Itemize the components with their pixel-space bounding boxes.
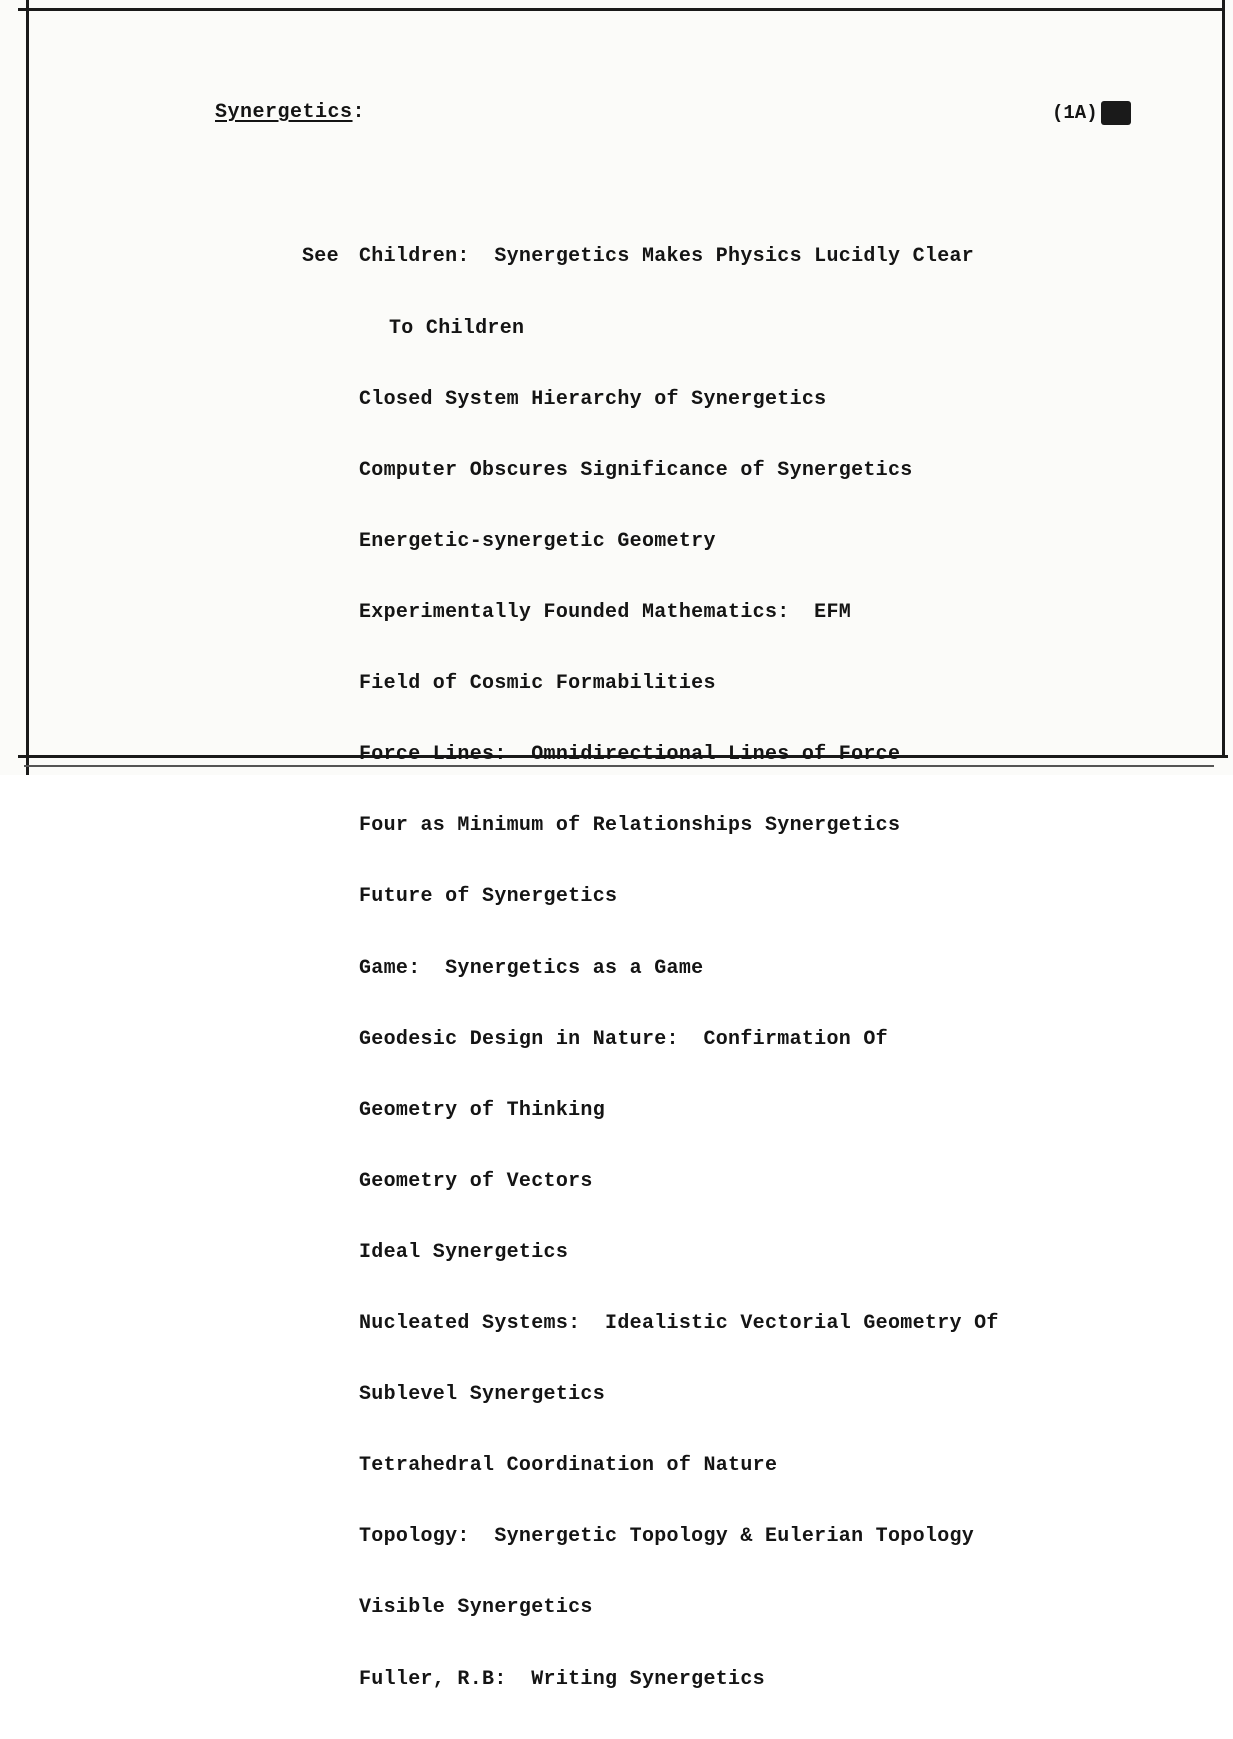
list-item: [302, 1525, 1202, 1549]
entry-text: Future of Synergetics: [359, 885, 618, 909]
entry-text: Closed System Hierarchy of Synergetics: [359, 387, 827, 411]
entry-text: Geometry of Vectors: [359, 1169, 593, 1193]
entry-text: Geometry of Thinking: [359, 1098, 606, 1122]
list-item: [302, 1312, 1202, 1336]
see-prefix: See: [302, 245, 339, 269]
entry-text: Sublevel Synergetics: [359, 1383, 606, 1407]
list-item: [302, 388, 1202, 412]
entry-text: Tetrahedral Coordination of Nature: [359, 1454, 778, 1478]
list-item: [302, 1454, 1202, 1478]
list-item: [302, 1099, 1202, 1123]
entry-text: To Children: [389, 316, 525, 340]
list-item: [302, 1170, 1202, 1194]
list-item: [302, 1028, 1202, 1052]
card-top-border: [18, 8, 1222, 11]
see-also-list: [302, 198, 1202, 1739]
list-item: [302, 245, 1202, 269]
list-item: [302, 1241, 1202, 1265]
list-item: [302, 530, 1202, 554]
list-item: [302, 957, 1202, 981]
heading-title: Synergetics: [215, 101, 353, 124]
redaction-mark: [1101, 101, 1131, 125]
heading-colon: :: [352, 101, 366, 124]
entry-text: Topology: Synergetic Topology & Eulerian Topology: [359, 1525, 975, 1549]
entry-text: Energetic-synergetic Geometry: [359, 529, 716, 553]
list-item: [302, 601, 1202, 625]
entry-text: Visible Synergetics: [359, 1596, 593, 1620]
entry-text: Four as Minimum of Relationships Synergetics: [359, 814, 901, 838]
list-item: [302, 672, 1202, 696]
list-item: [302, 1383, 1202, 1407]
entry-text: Geodesic Design in Nature: Confirmation Of: [359, 1027, 888, 1051]
entry-text: Children: Synergetics Makes Physics Lucidly Clear: [359, 245, 975, 269]
entry-text: Ideal Synergetics: [359, 1240, 569, 1264]
list-item: [302, 885, 1202, 909]
card-id-label: [1052, 101, 1131, 125]
entry-text: Experimentally Founded Mathematics: EFM: [359, 600, 852, 624]
list-item: [302, 814, 1202, 838]
card-heading: [215, 101, 365, 124]
list-item: [302, 1668, 1202, 1692]
entry-text: Fuller, R.B: Writing Synergetics: [359, 1667, 765, 1691]
entry-text: Nucleated Systems: Idealistic Vectorial Geometry Of: [359, 1312, 999, 1336]
entry-text: Field of Cosmic Formabilities: [359, 672, 716, 696]
list-item: [302, 743, 1202, 767]
entry-text: Force Lines: Omnidirectional Lines of Force: [359, 743, 901, 767]
entry-text: Game: Synergetics as a Game: [359, 956, 704, 980]
list-item-continuation: [302, 317, 1202, 341]
entry-text: Computer Obscures Significance of Synergetics: [359, 458, 913, 482]
card-right-border: [1222, 0, 1225, 758]
list-item: [302, 459, 1202, 483]
card-left-border: [26, 0, 29, 775]
list-item: [302, 1596, 1202, 1620]
card-id-text: (1A): [1052, 102, 1098, 124]
